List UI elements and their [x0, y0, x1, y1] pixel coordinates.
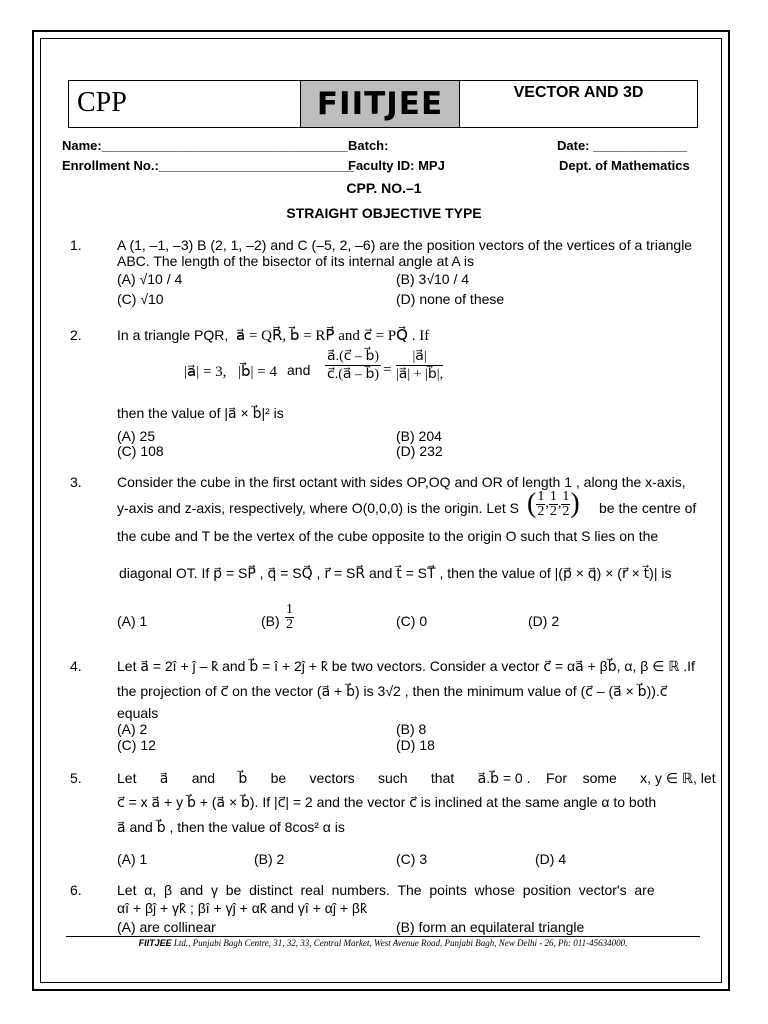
header-cpp: CPP — [69, 81, 301, 127]
question-line: a⃗ and b⃗ , then the value of 8cos² α is — [117, 819, 345, 835]
option-a: (A) 1 — [117, 851, 148, 867]
footer — [66, 938, 700, 948]
question-line: the cube and T be the vertex of the cube opposite to the origin O such that S lies on the — [117, 528, 659, 544]
lhs-fraction — [325, 348, 381, 383]
option-a: (A) are collinear — [117, 919, 216, 935]
option-d: (D) 232 — [396, 443, 443, 459]
equals-sign: = — [383, 362, 392, 378]
footer-divider — [66, 936, 700, 937]
option-b-fraction: $\frac{1}{2}$ — [286, 602, 293, 632]
question-lead: In a triangle PQR, — [117, 327, 229, 343]
question-number: 5. — [70, 770, 82, 786]
question-number: 2. — [70, 327, 82, 343]
question-line: equals — [117, 705, 159, 721]
question-line: αî + βĵ + γk̂ ; βî + γĵ + αk̂ and γî + αĵ + βk̂ — [117, 900, 367, 916]
rhs-numerator: |a⃗| — [396, 348, 443, 366]
batch-field: Batch: — [348, 138, 389, 153]
department-field: Dept. of Mathematics — [559, 158, 690, 173]
vector-definition: a⃗ = QR⃗, b⃗ = RP⃗ and c⃗ = PQ⃗ . If — [236, 328, 430, 344]
footer-address: Ltd., Punjabi Bagh Centre, 31, 32, 33, Central Market, West Avenue Road, Punjabi Bagh, New Delhi - 26, Ph: 011-45634000. — [171, 938, 628, 948]
question-number: 3. — [70, 474, 82, 490]
question-number: 4. — [70, 658, 82, 674]
lhs-denominator: c⃗.(a⃗ – b⃗) — [327, 367, 379, 382]
option-c: (C) 0 — [396, 613, 428, 629]
option-a: (A) 2 — [117, 721, 148, 737]
faculty-field: Faculty ID: MPJ — [348, 158, 445, 173]
question-number: 6. — [70, 882, 82, 898]
option-a: (A) √10 / 4 — [117, 271, 183, 287]
magnitude-b: |b⃗| = 4 — [238, 364, 277, 380]
rhs-fraction — [396, 348, 443, 383]
footer-brand: FIITJEE — [138, 938, 172, 948]
question-line: Consider the cube in the first octant with sides OP,OQ and OR of length 1 , along the x-axis, — [117, 474, 686, 490]
question-number: 1. — [70, 237, 82, 253]
fiitjee-logo: FIITJEE — [301, 81, 460, 127]
option-b: (B) 2 — [254, 851, 285, 867]
option-c: (C) √10 — [117, 291, 164, 307]
cpp-number: CPP. NO.–1 — [346, 180, 422, 196]
option-b: (B) — [261, 613, 280, 629]
option-a: (A) 25 — [117, 428, 156, 444]
magnitude-a: |a⃗| = 3, — [184, 364, 227, 380]
option-b: (B) 3√10 / 4 — [396, 271, 470, 287]
option-b: (B) 8 — [396, 721, 427, 737]
question-line: c⃗ = x a⃗ + y b⃗ + (a⃗ × b⃗). If |c⃗| = 2 and the vector c⃗ is inclined at the same angle α to both — [117, 794, 657, 810]
question-line: diagonal OT. If p⃗ = SP⃗ , q⃗ = SQ⃗ , r⃗ = SR⃗ and t⃗ = ST⃗ , then the value of |(p⃗ × q⃗) × (r⃗ × t⃗)| is — [119, 565, 672, 581]
option-b: (B) 204 — [396, 428, 442, 444]
option-c: (C) 3 — [396, 851, 428, 867]
question-line: Let α, β and γ be distinct real numbers. The points whose position vector's are — [117, 882, 655, 898]
point-s-coordinates: ( $\frac{1}{2}$ , $\frac{1}{2}$ , $\frac{1}{2}$ ) — [527, 488, 580, 519]
lhs-numerator: a⃗.(c⃗ – b⃗) — [327, 349, 379, 364]
option-d: (D) none of these — [396, 291, 505, 307]
enrollment-field: Enrollment No.:___________________________ — [62, 158, 354, 173]
section-title: STRAIGHT OBJECTIVE TYPE — [286, 205, 482, 221]
question-line: Let a⃗ and b⃗ be vectors such that a⃗.b⃗ = 0 . For some x, y ∈ ℝ, let — [117, 770, 716, 786]
option-c: (C) 108 — [117, 443, 164, 459]
question-text: A (1, –1, –3) B (2, 1, –2) and C (–5, 2, –6) are the position vectors of the vertices of a triangle ABC. The length of the bisector of its internal angle at A is — [117, 237, 693, 269]
option-d: (D) 18 — [396, 737, 435, 753]
option-d: (D) 2 — [528, 613, 560, 629]
name-field: Name:__________________________________ — [62, 138, 348, 153]
rhs-denominator: |a⃗| + |b⃗|, — [396, 367, 444, 382]
and-word: and — [287, 362, 311, 378]
question-then: then the value of |a⃗ × b⃗|² is — [117, 405, 284, 421]
option-a: (A) 1 — [117, 613, 148, 629]
option-c: (C) 12 — [117, 737, 156, 753]
option-b: (B) form an equilateral triangle — [396, 919, 585, 935]
question-line: the projection of c⃗ on the vector (a⃗ + b⃗) is 3√2 , then the minimum value of (c⃗ – (a⃗ × b⃗)).c⃗ — [117, 683, 668, 699]
date-field: Date: _____________ — [557, 138, 688, 153]
header-box — [68, 80, 698, 128]
option-d: (D) 4 — [535, 851, 567, 867]
question-line: y-axis and z-axis, respectively, where O(0,0,0) is the origin. Let S — [117, 500, 520, 516]
question-line: Let a⃗ = 2î + ĵ – k̂ and b⃗ = î + 2ĵ + k̂ be two vectors. Consider a vector c⃗ = αa⃗ + βb⃗, α, β ∈ ℝ .If — [117, 658, 695, 674]
question-line: be the centre of — [599, 500, 697, 516]
header-title: VECTOR AND 3D — [513, 84, 644, 101]
